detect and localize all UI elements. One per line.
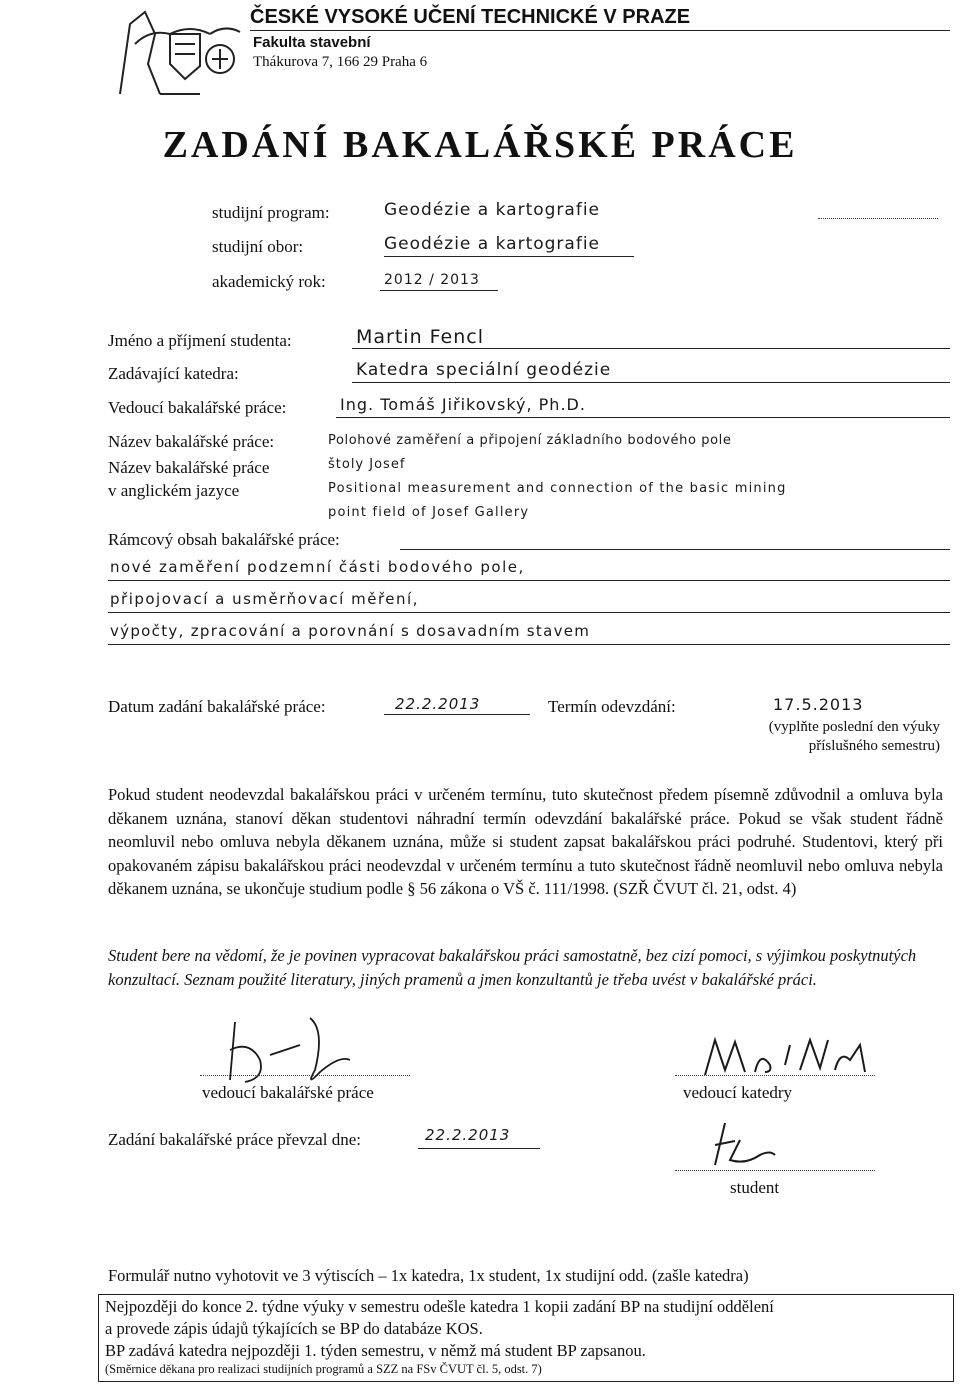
student-signature-label: student [730,1178,780,1197]
thesis-title-en-label-2: v anglickém jazyce [108,481,240,500]
student-name-value: Martin Fencl [356,326,485,348]
study-program-label: studijní program: [212,203,330,222]
university-name: ČESKÉ VYSOKÉ UČENÍ TECHNICKÉ V PRAZE [250,6,691,28]
form-note: Formulář nutno vyhotovit ve 3 výtiscích – 1x katedra, 1x student, 1x studijní odd. (zašle katedra) [108,1266,749,1285]
assigned-date-label: Datum zadání bakalářské práce: [108,697,326,716]
thesis-content-line-2: připojovací a usměrňovací měření, [110,590,419,608]
supervisor-value: Ing. Tomáš Jiřikovský, Ph.D. [340,395,586,414]
study-field-label: studijní obor: [212,237,304,256]
study-program-value: Geodézie a kartografie [384,200,600,220]
academic-year-value: 2012 / 2013 [384,272,480,288]
thesis-title-en-label-1: Název bakalářské práce [108,458,270,477]
footer-box-line-3: BP zadává katedra nejpozději 1. týden semestru, v němž má student BP zapsanou. [105,1341,646,1360]
page-title: ZADÁNÍ BAKALÁŘSKÉ PRÁCE [162,124,798,166]
received-date: 22.2.2013 [425,1126,511,1144]
thesis-title-value-2: štoly Josef [328,457,406,472]
university-logo [100,4,250,104]
department-value: Katedra speciální geodézie [356,360,612,380]
thesis-title-value-1: Polohové zaměření a připojení základního bodového pole [328,433,732,448]
faculty-name: Fakulta stavební [253,34,371,51]
supervisor-signature [200,1010,380,1090]
deadline-value: 17.5.2013 [773,695,864,714]
received-label: Zadání bakalářské práce převzal dne: [108,1130,361,1149]
thesis-title-en-value-1: Positional measurement and connection of the basic mining [328,481,787,496]
academic-year-label: akademický rok: [212,272,326,291]
student-name-label: Jméno a příjmení studenta: [108,331,292,350]
assigned-date-value: 22.2.2013 [395,695,481,713]
rules-paragraph: Pokud student neodevzdal bakalářskou práci v určeném termínu, tuto skutečnost předem písemně zdůvodnil a omluva byla děkanem uznána, stanoví děkan studentovi náhradní termín odevzdání bakalářské práce. Pokud se však student řádně neomluvil nebo omluva nebyla děkanem uznána, může si student zapsat bakalářskou práci podruhé. Studentovi, který při opakovaném zápisu bakalářskou práci neodevzdal v určeném termínu a tuto skutečnost řádně neomluvil nebo omluva nebyla děkanem uznána, se ukončuje studium podle § 56 zákona o VŠ č. 111/1998. (SZŘ ČVUT čl. 21, odst. 4) [108,785,943,898]
supervisor-signature-label: vedoucí bakalářské práce [202,1083,374,1102]
thesis-title-en-value-2: point field of Josef Gallery [328,505,530,520]
study-field-value: Geodézie a kartografie [384,234,600,254]
thesis-content-line-1: nové zaměření podzemní části bodového pole, [110,558,525,576]
footer-box-line-4: (Směrnice děkana pro realizaci studijních programů a SZZ na FSv ČVUT čl. 5, odst. 7) [105,1362,542,1376]
student-signature [700,1115,780,1175]
department-head-signature [700,1030,880,1080]
department-head-signature-label: vedoucí katedry [683,1083,793,1102]
supervisor-label: Vedoucí bakalářské práce: [108,398,287,417]
deadline-note-2: příslušného semestru) [808,738,940,754]
faculty-address: Thákurova 7, 166 29 Praha 6 [253,54,428,70]
footer-box-line-2: a provede zápis údajů týkajících se BP do databáze KOS. [105,1319,483,1338]
deadline-label: Termín odevzdání: [548,697,676,716]
thesis-title-label: Název bakalářské práce: [108,432,275,451]
instructions-paragraph: Student bere na vědomí, že je povinen vypracovat bakalářskou práci samostatně, bez cizí pomoci, s výjimkou poskytnutých konzultací. Seznam použité literatury, jiných pramenů a jmen konzultantů je třeba uvést v bakalářské práci. [108,946,917,989]
footer-box-line-1: Nejpozději do konce 2. týdne výuky v semestru odešle katedra 1 kopii zadání BP na studijní oddělení [105,1297,774,1316]
deadline-note-1: (vyplňte poslední den výuky [768,719,940,735]
thesis-content-line-3: výpočty, zpracování a porovnání s dosavadním stavem [110,622,591,640]
department-label: Zadávající katedra: [108,364,239,383]
footer-box [98,1294,954,1382]
thesis-content-label: Rámcový obsah bakalářské práce: [108,530,340,549]
